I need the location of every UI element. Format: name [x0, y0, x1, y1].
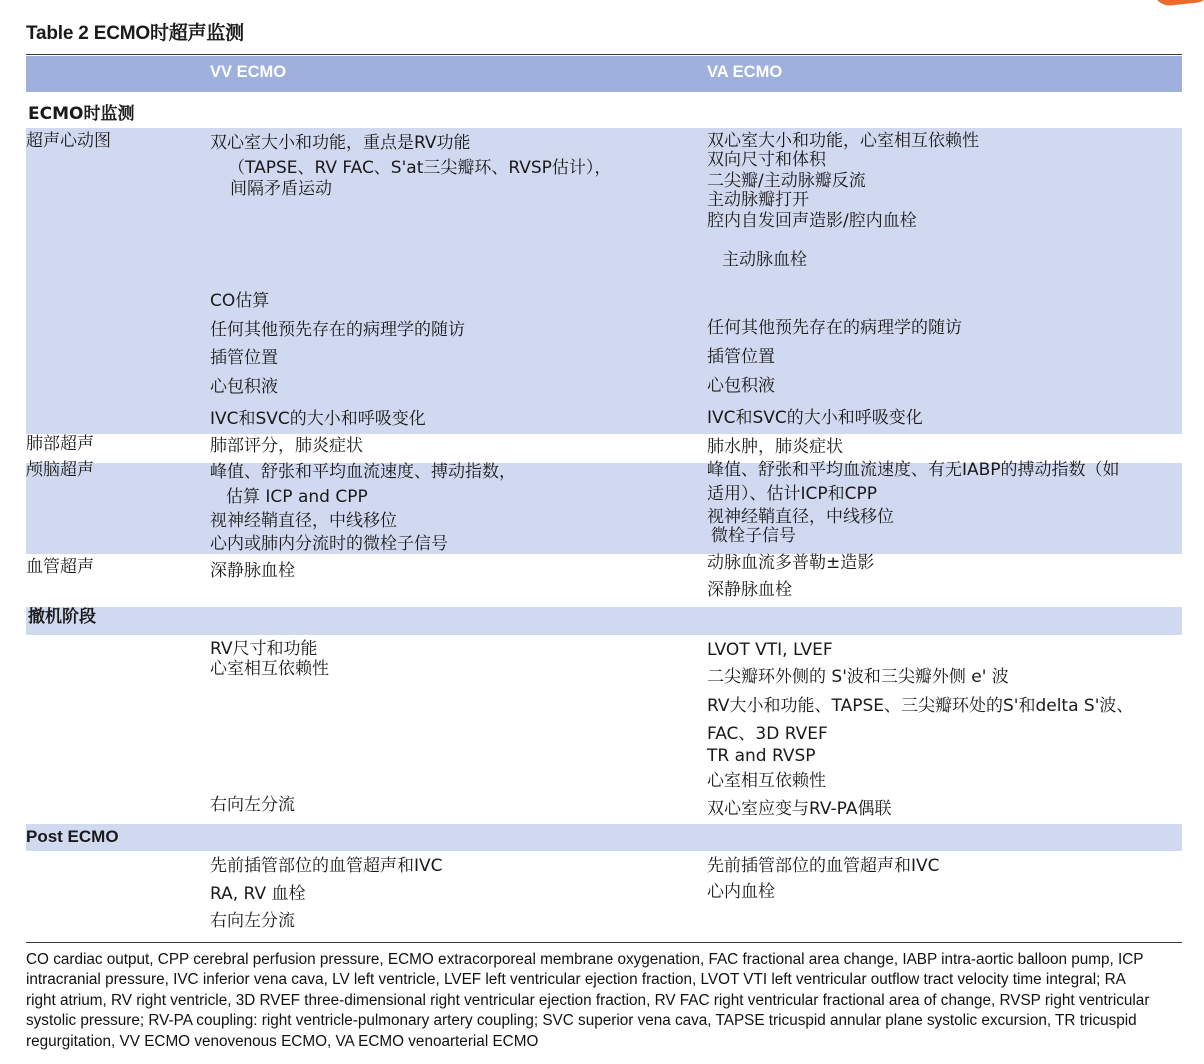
- vv-cranial-item: 视神经鞘直径，中线移位: [210, 511, 397, 531]
- row-label-lung: 肺部超声: [26, 434, 94, 454]
- va-weaning-item: 双心室应变与RV-PA偶联: [707, 799, 892, 819]
- section-heading-ecmo: ECMO时监测: [28, 104, 135, 124]
- column-header-vv: VV ECMO: [210, 63, 287, 81]
- row-label-cranial: 颅脑超声: [26, 460, 94, 480]
- vv-echo-item: 间隔矛盾运动: [230, 179, 332, 199]
- section-heading-post-ecmo: Post ECMO: [26, 827, 119, 846]
- bottom-rule: [26, 942, 1182, 943]
- vv-cranial-item: 峰值、舒张和平均血流速度、搏动指数，: [210, 462, 516, 482]
- vv-echo-item: 插管位置: [210, 348, 278, 368]
- va-weaning-item: FAC、3D RVEF: [707, 724, 828, 744]
- table-title: Table 2 ECMO时超声监测: [26, 22, 244, 44]
- va-echo-item: 心包积液: [707, 376, 775, 396]
- footnote-line: CO cardiac output, CPP cerebral perfusion pressure, ECMO extracorporeal membrane oxygenation, FAC fractional area change, IABP intra-aortic balloon pump, ICP: [26, 951, 1144, 968]
- va-echo-item: 主动脉瓣打开: [707, 190, 809, 210]
- va-cranial-item: 适用）、估计ICP和CPP: [707, 484, 878, 504]
- row-label-vascular: 血管超声: [26, 557, 94, 577]
- va-lung-item: 肺水肿，肺炎症状: [707, 437, 843, 457]
- va-cranial-item: 视神经鞘直径，中线移位: [707, 507, 894, 527]
- va-echo-item: 插管位置: [707, 347, 775, 367]
- footnote-line: regurgitation, VV ECMO venovenous ECMO, VA ECMO venoarterial ECMO: [26, 1032, 539, 1050]
- va-weaning-item: RV大小和功能、TAPSE、三尖瓣环处的S'和delta S'波、: [707, 696, 1134, 716]
- va-echo-item: 任何其他预先存在的病理学的随访: [707, 318, 962, 338]
- vv-echo-item: CO估算: [210, 291, 270, 311]
- va-post-item: 心内血栓: [707, 882, 775, 902]
- va-echo-item: 主动脉血栓: [722, 250, 807, 270]
- vv-post-item: 右向左分流: [210, 911, 295, 931]
- weaning-section-band: [26, 607, 1182, 635]
- section-heading-weaning: 撤机阶段: [28, 607, 96, 627]
- va-post-item: 先前插管部位的血管超声和IVC: [707, 856, 940, 876]
- vv-echo-item: 心包积液: [210, 377, 278, 397]
- row-label-echo: 超声心动图: [26, 131, 111, 151]
- corner-accent-shape: [1153, 0, 1204, 7]
- vv-weaning-item: 心室相互依赖性: [210, 659, 329, 679]
- vv-echo-item: 任何其他预先存在的病理学的随访: [210, 320, 465, 340]
- footnote-line: intracranial pressure, IVC inferior vena cava, LV left ventricle, LVEF left ventricular ejection fraction, LVOT VTI left ventricular outflow tract velocity time integral; RA: [26, 971, 1126, 989]
- va-vascular-item: 动脉血流多普勒±造影: [707, 553, 875, 573]
- va-cranial-item: 微栓子信号: [711, 526, 796, 546]
- va-echo-item: 二尖瓣/主动脉瓣反流: [707, 171, 866, 191]
- footnote-line: systolic pressure; RV-PA coupling: right ventricle-pulmonary artery coupling; SVC superior vena cava, TAPSE tricuspid annular plane systolic excursion, TR tricuspid: [26, 1012, 1137, 1030]
- va-weaning-item: TR and RVSP: [707, 746, 816, 766]
- column-header-va: VA ECMO: [707, 63, 783, 81]
- vv-post-item: 先前插管部位的血管超声和IVC: [210, 856, 443, 876]
- vv-vascular-item: 深静脉血栓: [210, 561, 295, 581]
- vv-echo-item: 双心室大小和功能，重点是RV功能: [210, 133, 471, 153]
- va-echo-item: IVC和SVC的大小和呼吸变化: [707, 408, 923, 428]
- footnote-line: right atrium, RV right ventricle, 3D RVEF three-dimensional right ventricular ejection fraction, RV FAC right ventricular fractional area of change, RVSP right ventricular: [26, 991, 1150, 1009]
- va-vascular-item: 深静脉血栓: [707, 580, 792, 600]
- vv-cranial-item: 心内或肺内分流时的微栓子信号: [210, 534, 448, 554]
- vv-echo-item: IVC和SVC的大小和呼吸变化: [210, 409, 426, 429]
- post-section-band: [26, 824, 1182, 851]
- va-weaning-item: 二尖瓣环外侧的 S'波和三尖瓣外侧 e' 波: [707, 667, 1009, 687]
- vv-post-item: RA, RV 血栓: [210, 884, 306, 904]
- vv-cranial-item: 估算 ICP and CPP: [226, 487, 368, 507]
- va-echo-item: 双心室大小和功能，心室相互依赖性: [707, 131, 979, 151]
- vv-weaning-item: RV尺寸和功能: [210, 639, 318, 659]
- va-echo-item: 腔内自发回声造影/腔内血栓: [707, 211, 917, 231]
- column-header-band: [26, 56, 1182, 92]
- top-rule: [26, 54, 1182, 55]
- va-weaning-item: 心室相互依赖性: [707, 771, 826, 791]
- va-echo-item: 双向尺寸和体积: [707, 150, 826, 170]
- vv-weaning-item: 右向左分流: [210, 795, 295, 815]
- vv-lung-item: 肺部评分，肺炎症状: [210, 436, 363, 456]
- va-cranial-item: 峰值、舒张和平均血流速度、有无IABP的搏动指数（如: [707, 460, 1120, 480]
- footnote: [26, 950, 1182, 1052]
- vv-echo-item: （TAPSE、RV FAC、S'at三尖瓣环、RVSP估计），: [228, 158, 612, 178]
- va-weaning-item: LVOT VTI, LVEF: [707, 640, 833, 660]
